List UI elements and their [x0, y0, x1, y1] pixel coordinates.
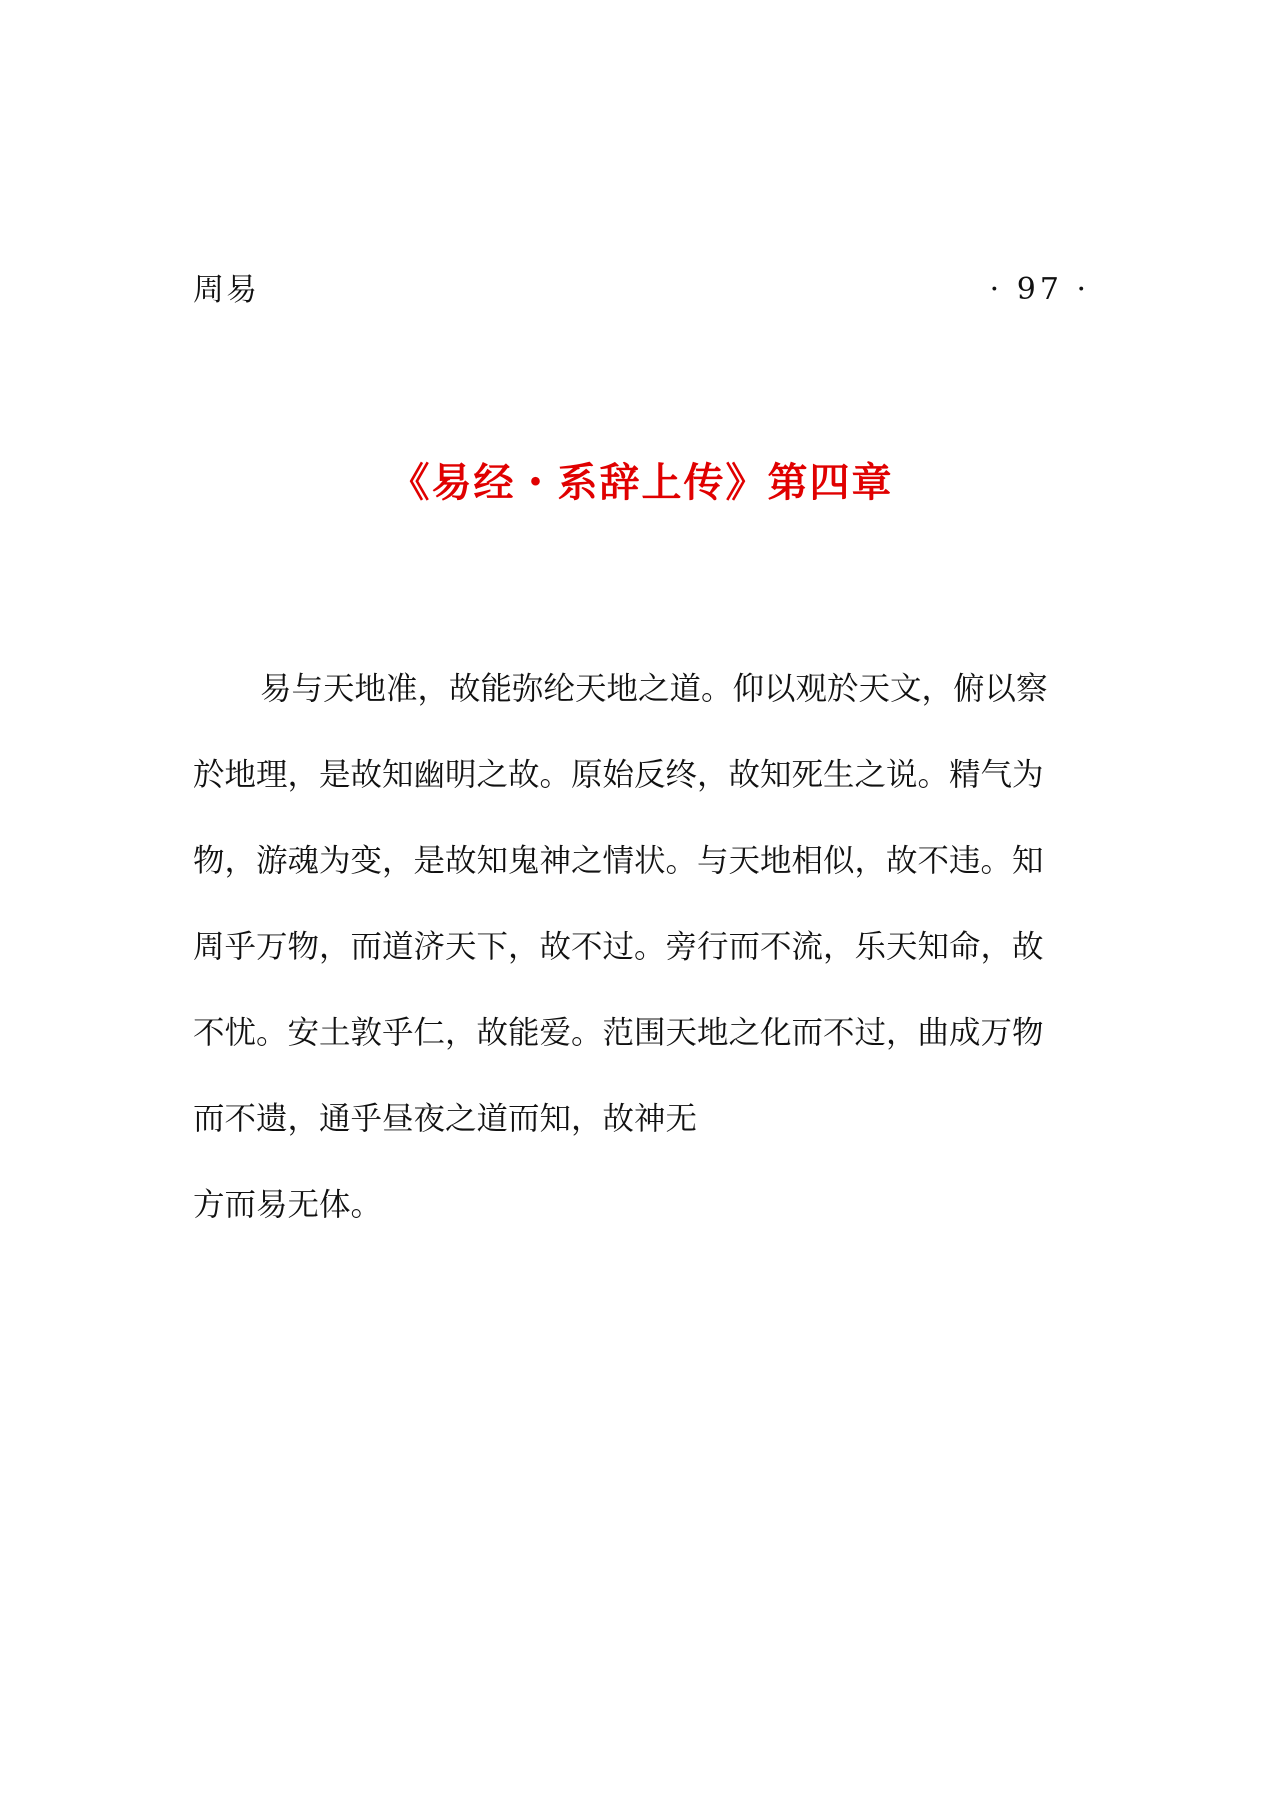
running-header-title: 周易	[193, 272, 259, 308]
text-line: 於地理，是故知幽明之故。原始反终，故知死生之说。精气为	[193, 757, 1044, 793]
text-line: 不忧。安土敦乎仁，故能爱。范围天地之化而不过，曲成万物	[193, 1015, 1044, 1051]
text-line: 物，游魂为变，是故知鬼神之情状。与天地相似，故不违。知	[193, 843, 1044, 879]
body-paragraph	[193, 646, 1091, 1248]
text-line: 方而易无体。	[193, 1187, 383, 1223]
chapter-title: 《易经・系辞上传》第四章	[389, 460, 894, 506]
text-line: 周乎万物，而道济天下，故不过。旁行而不流，乐天知命，故	[193, 929, 1044, 965]
page-number: · 97 ·	[989, 272, 1090, 307]
text-line: 易与天地准，故能弥纶天地之道。仰以观於天文，俯以察	[260, 671, 1048, 707]
text-line: 而不遗，通乎昼夜之道而知，故神无	[193, 1101, 698, 1137]
